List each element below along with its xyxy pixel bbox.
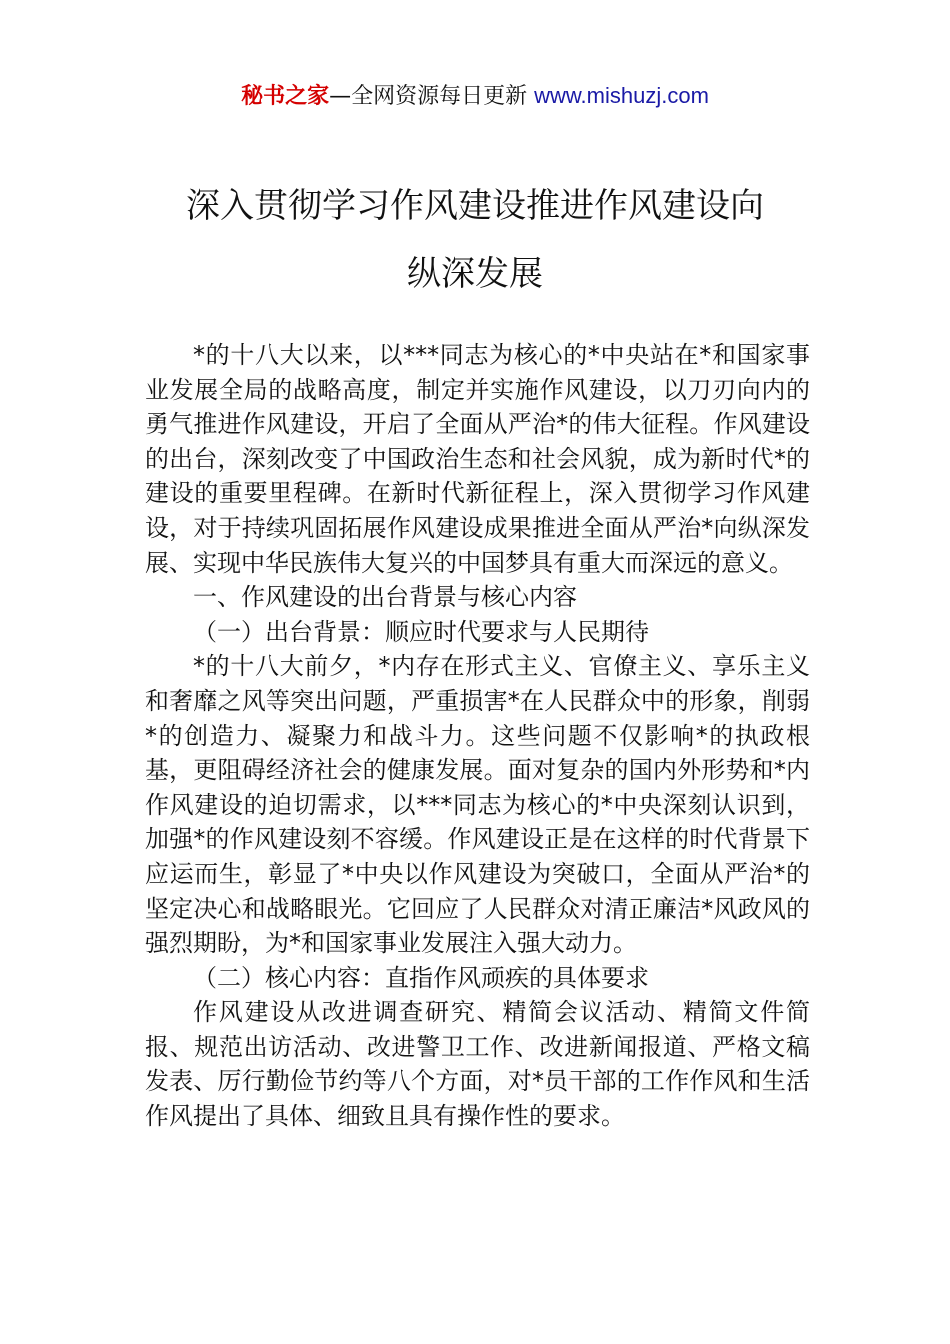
document-title-line-2: 纵深发展 bbox=[407, 254, 543, 294]
section-heading-1: 一、作风建设的出台背景与核心内容 bbox=[193, 583, 577, 612]
document-title-line-1: 深入贯彻学习作风建设推进作风建设向 bbox=[186, 186, 764, 226]
paragraph-core-content: 作风建设从改进调查研究、精简会议活动、精简文件简报、规范出访活动、改进警卫工作、改进新闻报道、严格文稿发表、厉行勤俭节约等八个方面，对*员干部的工作作风和生活作风提出了具体、细致且具有操作性的要求。 bbox=[145, 998, 810, 1131]
subsection-heading-1: （一）出台背景：顺应时代要求与人民期待 bbox=[193, 617, 649, 646]
document-body bbox=[145, 338, 810, 1134]
document-title bbox=[0, 172, 950, 308]
subsection-heading-2: （二）核心内容：直指作风顽疾的具体要求 bbox=[193, 963, 649, 992]
paragraph-intro: *的十八大以来，以***同志为核心的*中央站在*和国家事业发展全局的战略高度，制定并实施作风建设，以刀刃向内的勇气推进作风建设，开启了全面从严治*的伟大征程。作风建设的出台，深刻改变了中国政治生态和社会风貌，成为新时代*的建设的重要里程碑。在新时代新征程上，深入贯彻学习作风建设，对于持续巩固拓展作风建设成果推进全面从严治*向纵深发展、实现中华民族伟大复兴的中国梦具有重大而深远的意义。 bbox=[145, 341, 810, 577]
site-brand: 秘书之家 bbox=[241, 84, 330, 109]
paragraph-background: *的十八大前夕，*内存在形式主义、官僚主义、享乐主义和奢靡之风等突出问题，严重损害*在人民群众中的形象，削弱*的创造力、凝聚力和战斗力。这些问题不仅影响*的执政根基，更阻碍经济社会的健康发展。面对复杂的国内外形势和*内作风建设的迫切需求，以***同志为核心的*中央深刻认识到，加强*的作风建设刻不容缓。作风建设正是在这样的时代背景下应运而生，彰显了*中央以作风建设为突破口，全面从严治*的坚定决心和战略眼光。它回应了人民群众对清正廉洁*风政风的强烈期盼，为*和国家事业发展注入强大动力。 bbox=[145, 652, 810, 958]
site-tagline: —全网资源每日更新 bbox=[329, 84, 535, 109]
site-header bbox=[0, 80, 950, 113]
site-url-link[interactable]: www.mishuzj.com bbox=[534, 83, 709, 108]
